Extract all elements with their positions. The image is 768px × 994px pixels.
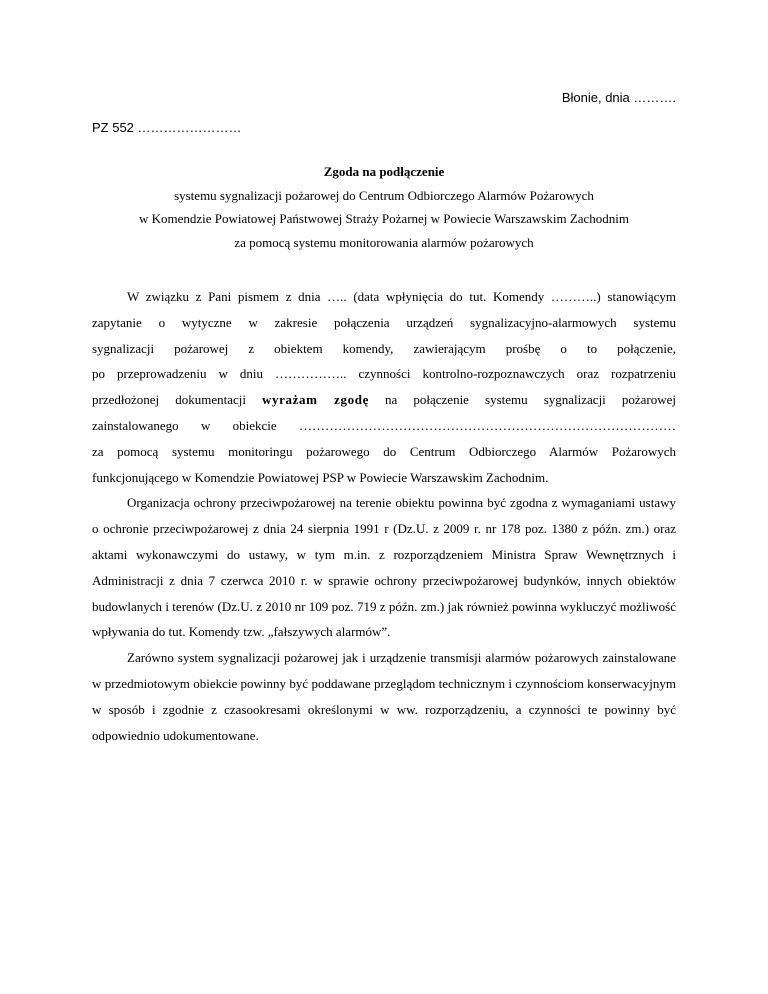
reference-number: PZ 552 ……………………: [92, 120, 242, 135]
consent-line: zainstalowanego w obiekcie ……………………………………………………………………………: [92, 417, 676, 433]
consent-emphasis: wyrażam zgodę: [262, 392, 369, 408]
paragraph-consent: [92, 284, 676, 490]
consent-line: sygnalizacji pożarowej z obiektem komendy, zawierającym prośbę o to połączenie,: [92, 340, 676, 356]
paragraph-fire-protection: Organizacja ochrony przeciwpożarowej na terenie obiektu powinna być zgodna z wymaganiami ustawy o ochronie przeciwpożarowej z dnia 24 sierpnia 1991 r (Dz.U. z 2009 r. nr 178 poz. 1380 z późn. zm.) oraz aktami wykonawczymi do ustawy, w tym m.in. z rozporządzeniem Ministra Spraw Wewnętrznych i Administracji z dnia 7 czerwca 2010 r. w sprawie ochrony przeciwpożarowej budynków, innych obiektów budowlanych i terenów (Dz.U. z 2010 nr 109 poz. 719 z późn. zm.) jak również powinna wykluczyć możliwość wpływania do tut. Komendy tzw. „fałszywych alarmów”.: [92, 495, 676, 640]
consent-line: po przeprowadzeniu w dniu …………….. czynności kontrolno-rozpoznawczych oraz rozpatrzeniu: [92, 366, 676, 382]
consent-line: funkcjonującego w Komendzie Powiatowej PSP w Powiecie Warszawskim Zachodnim.: [92, 469, 549, 485]
consent-line: [92, 387, 676, 413]
consent-line: zapytanie o wytyczne w zakresie połączenia urządzeń sygnalizacyjno-alarmowych systemu: [92, 314, 676, 330]
title-subline-1: systemu sygnalizacji pożarowej do Centrum Odbiorczego Alarmów Pożarowych: [174, 187, 594, 203]
consent-line: za pomocą systemu monitoringu pożarowego do Centrum Odbiorczego Alarmów Pożarowych: [92, 443, 676, 459]
place-date: Błonie, dnia ……….: [561, 90, 676, 105]
consent-text: na połączenie systemu sygnalizacji pożarowej: [385, 392, 677, 408]
consent-line: W związku z Pani pismem z dnia ….. (data wpłynięcia do tut. Komendy ………..) stanowiącym: [127, 289, 676, 304]
consent-text: przedłożonej dokumentacji: [92, 392, 246, 408]
document-title-block: [60, 160, 708, 254]
title-subline-2: w Komendzie Powiatowej Państwowej Straży Pożarnej w Powiecie Warszawskim Zachodnim: [138, 211, 630, 226]
document-title: Zgoda na podłączenie: [323, 164, 445, 179]
document-body: [92, 284, 676, 748]
paragraph-maintenance: Zarówno system sygnalizacji pożarowej jak i urządzenie transmisji alarmów pożarowych zainstalowane w przedmiotowym obiekcie powinny być poddawane przeglądom technicznym i czynnościom konserwacyjnym w sposób i zgodnie z czasookresami określonymi w ww. rozporządzeniu, a czynności te powinny być odpowiednio udokumentowane.: [92, 650, 676, 743]
title-subline-3: za pomocą systemu monitorowania alarmów pożarowych: [234, 234, 534, 250]
